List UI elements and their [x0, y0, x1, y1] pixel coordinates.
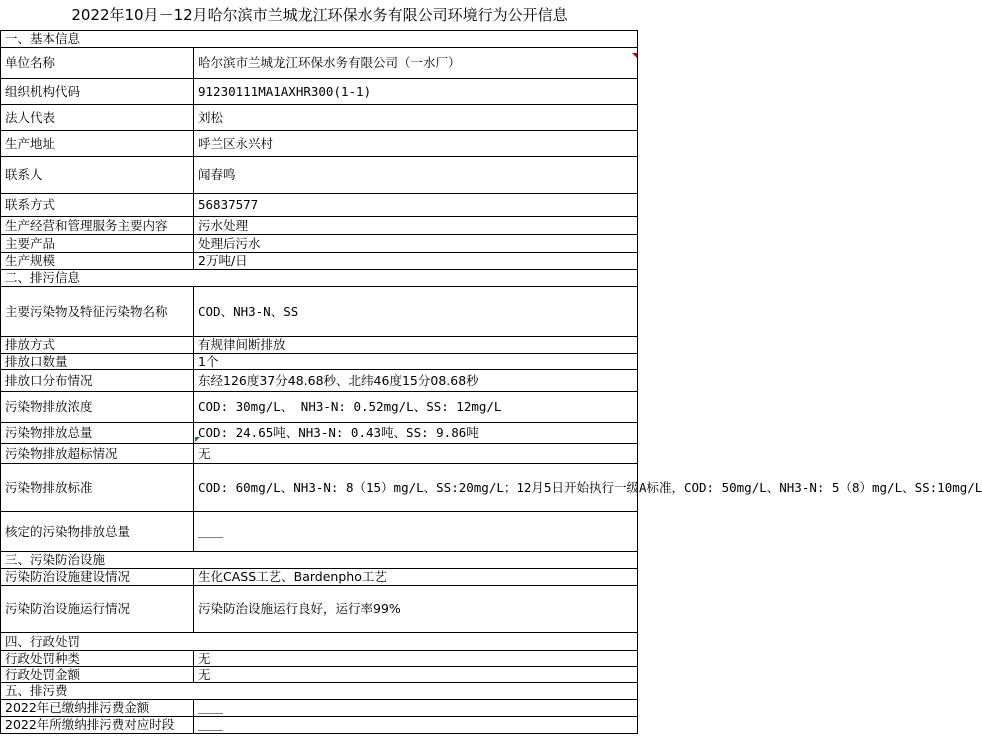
- label-discharge-mode: 排放方式: [1, 337, 194, 354]
- label-legal-rep: 法人代表: [1, 105, 194, 131]
- value-outlet-count: 1个: [194, 354, 638, 370]
- value-scale: 2万吨/日: [194, 253, 638, 270]
- value-facility-build: 生化CASS工艺、Bardenpho工艺: [194, 569, 638, 586]
- value-facility-run: 污染防治设施运行良好，运行率99%: [194, 586, 638, 633]
- label-total: 污染物排放总量: [1, 423, 194, 444]
- value-penalty-amount: 无: [194, 667, 638, 683]
- label-concentration: 污染物排放浓度: [1, 392, 194, 423]
- page-title: 2022年10月－12月哈尔滨市兰城龙江环保水务有限公司环境行为公开信息: [71, 6, 568, 24]
- value-product: 处理后污水: [194, 235, 638, 253]
- label-scale: 生产规模: [1, 253, 194, 270]
- label-contact: 联系人: [1, 157, 194, 194]
- label-outlet-count: 排放口数量: [1, 354, 194, 370]
- value-org-code: 91230111MA1AXHR300(1-1): [194, 79, 638, 105]
- label-facility-build: 污染防治设施建设情况: [1, 569, 194, 586]
- label-phone: 联系方式: [1, 194, 194, 217]
- value-approved-total: ＿＿: [194, 512, 638, 552]
- error-indicator-icon: [195, 437, 200, 442]
- value-unit-name: 哈尔滨市兰城龙江环保水务有限公司（一水厂）: [194, 48, 638, 79]
- value-address: 呼兰区永兴村: [194, 131, 638, 157]
- value-discharge-mode: 有规律间断排放: [194, 337, 638, 354]
- label-business: 生产经营和管理服务主要内容: [1, 217, 194, 235]
- value-business: 污水处理: [194, 217, 638, 235]
- label-fee-period: 2022年所缴纳排污费对应时段: [1, 717, 194, 734]
- value-pollutants: COD、NH3-N、SS: [194, 287, 638, 337]
- label-standard: 污染物排放标准: [1, 464, 194, 512]
- value-fee-period: ＿＿: [194, 717, 638, 734]
- value-concentration: COD: 30mg/L、 NH3-N: 0.52mg/L、SS: 12mg/L: [194, 392, 638, 423]
- section-basic-info: 一、基本信息: [1, 31, 638, 48]
- value-total: COD: 24.65吨、NH3-N: 0.43吨、SS: 9.86吨: [194, 423, 638, 444]
- label-pollutants: 主要污染物及特征污染物名称: [1, 287, 194, 337]
- label-address: 生产地址: [1, 131, 194, 157]
- value-exceed: 无: [194, 444, 638, 464]
- value-outlet-location: 东经126度37分48.68秒、北纬46度15分08.68秒: [194, 370, 638, 392]
- label-outlet-location: 排放口分布情况: [1, 370, 194, 392]
- value-standard: COD: 60mg/L、NH3-N: 8（15）mg/L、SS:20mg/L；12月5日开始执行一级A标准，COD: 50mg/L、NH3-N: 5（8）mg/L、SS:10mg/L: [194, 464, 638, 512]
- section-fee: 五、排污费: [1, 683, 638, 700]
- value-legal-rep: 刘松: [194, 105, 638, 131]
- section-emission-info: 二、排污信息: [1, 270, 638, 287]
- comment-marker-icon: [632, 53, 637, 58]
- label-unit-name: 单位名称: [1, 48, 194, 79]
- section-penalty: 四、行政处罚: [1, 633, 638, 651]
- info-table: [0, 30, 982, 734]
- value-penalty-type: 无: [194, 651, 638, 667]
- label-penalty-type: 行政处罚种类: [1, 651, 194, 667]
- label-org-code: 组织机构代码: [1, 79, 194, 105]
- label-approved-total: 核定的污染物排放总量: [1, 512, 194, 552]
- value-phone: 56837577: [194, 194, 638, 217]
- section-facility: 三、污染防治设施: [1, 552, 638, 569]
- label-fee-amount: 2022年已缴纳排污费金额: [1, 700, 194, 717]
- value-contact: 闻春鸣: [194, 157, 638, 194]
- label-penalty-amount: 行政处罚金额: [1, 667, 194, 683]
- label-product: 主要产品: [1, 235, 194, 253]
- label-facility-run: 污染防治设施运行情况: [1, 586, 194, 633]
- label-exceed: 污染物排放超标情况: [1, 444, 194, 464]
- value-fee-amount: ＿＿: [194, 700, 638, 717]
